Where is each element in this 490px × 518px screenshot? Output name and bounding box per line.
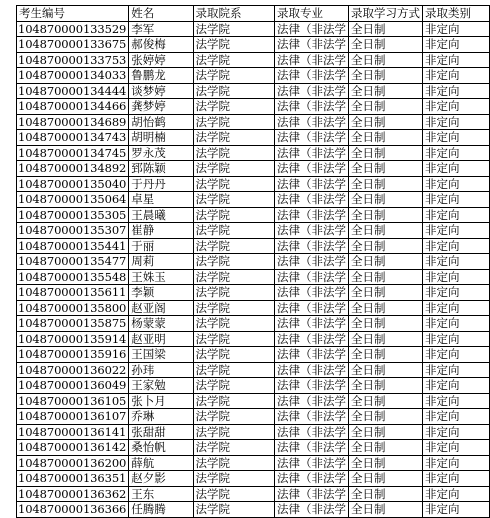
category-cell: 非定向 xyxy=(422,440,489,456)
exam-id-cell: 104870000133753 xyxy=(17,52,129,68)
major-cell: 法律（非法学 xyxy=(274,471,348,487)
category-cell: 非定向 xyxy=(422,130,489,146)
study-mode-cell: 全日制 xyxy=(348,176,422,192)
exam-id-cell: 104870000136200 xyxy=(17,455,129,471)
study-mode-cell: 全日制 xyxy=(348,192,422,208)
department-cell: 法学院 xyxy=(193,440,274,456)
department-cell: 法学院 xyxy=(193,52,274,68)
header-exam-id: 考生编号 xyxy=(17,6,129,22)
department-cell: 法学院 xyxy=(193,471,274,487)
exam-id-cell: 104870000134743 xyxy=(17,130,129,146)
table-row xyxy=(17,316,490,332)
category-cell: 非定向 xyxy=(422,68,489,84)
department-cell: 法学院 xyxy=(193,99,274,115)
exam-id-cell: 104870000133675 xyxy=(17,37,129,53)
category-cell: 非定向 xyxy=(422,114,489,130)
major-cell: 法律（非法学 xyxy=(274,331,348,347)
major-cell: 法律（非法学 xyxy=(274,176,348,192)
table-row xyxy=(17,161,490,177)
table-row xyxy=(17,440,490,456)
name-cell: 任腾腾 xyxy=(129,502,193,518)
table-row xyxy=(17,378,490,394)
category-cell: 非定向 xyxy=(422,486,489,502)
study-mode-cell: 全日制 xyxy=(348,52,422,68)
category-cell: 非定向 xyxy=(422,83,489,99)
name-cell: 孙玮 xyxy=(129,362,193,378)
exam-id-cell: 104870000135064 xyxy=(17,192,129,208)
name-cell: 赵亚阁 xyxy=(129,300,193,316)
category-cell: 非定向 xyxy=(422,161,489,177)
name-cell: 郅陈颖 xyxy=(129,161,193,177)
exam-id-cell: 104870000135916 xyxy=(17,347,129,363)
exam-id-cell: 104870000135800 xyxy=(17,300,129,316)
department-cell: 法学院 xyxy=(193,68,274,84)
name-cell: 王国梁 xyxy=(129,347,193,363)
name-cell: 桑怡帆 xyxy=(129,440,193,456)
department-cell: 法学院 xyxy=(193,300,274,316)
department-cell: 法学院 xyxy=(193,486,274,502)
category-cell: 非定向 xyxy=(422,37,489,53)
header-department: 录取院系 xyxy=(193,6,274,22)
name-cell: 李军 xyxy=(129,21,193,37)
study-mode-cell: 全日制 xyxy=(348,37,422,53)
major-cell: 法律（非法学 xyxy=(274,99,348,115)
department-cell: 法学院 xyxy=(193,37,274,53)
department-cell: 法学院 xyxy=(193,21,274,37)
study-mode-cell: 全日制 xyxy=(348,114,422,130)
table-row xyxy=(17,99,490,115)
header-row xyxy=(17,6,490,22)
table-body xyxy=(17,21,490,517)
department-cell: 法学院 xyxy=(193,409,274,425)
name-cell: 张婷婷 xyxy=(129,52,193,68)
table-row xyxy=(17,471,490,487)
category-cell: 非定向 xyxy=(422,471,489,487)
name-cell: 赵亚明 xyxy=(129,331,193,347)
table-row xyxy=(17,285,490,301)
study-mode-cell: 全日制 xyxy=(348,83,422,99)
study-mode-cell: 全日制 xyxy=(348,68,422,84)
study-mode-cell: 全日制 xyxy=(348,362,422,378)
name-cell: 鲁鹏龙 xyxy=(129,68,193,84)
exam-id-cell: 104870000136351 xyxy=(17,471,129,487)
name-cell: 周莉 xyxy=(129,254,193,270)
major-cell: 法律（非法学 xyxy=(274,52,348,68)
study-mode-cell: 全日制 xyxy=(348,378,422,394)
study-mode-cell: 全日制 xyxy=(348,393,422,409)
category-cell: 非定向 xyxy=(422,362,489,378)
study-mode-cell: 全日制 xyxy=(348,207,422,223)
major-cell: 法律（非法学 xyxy=(274,207,348,223)
category-cell: 非定向 xyxy=(422,269,489,285)
exam-id-cell: 104870000134892 xyxy=(17,161,129,177)
exam-id-cell: 104870000136022 xyxy=(17,362,129,378)
header-name: 姓名 xyxy=(129,6,193,22)
department-cell: 法学院 xyxy=(193,223,274,239)
study-mode-cell: 全日制 xyxy=(348,455,422,471)
name-cell: 李颖 xyxy=(129,285,193,301)
exam-id-cell: 104870000136105 xyxy=(17,393,129,409)
department-cell: 法学院 xyxy=(193,207,274,223)
major-cell: 法律（非法学 xyxy=(274,440,348,456)
exam-id-cell: 104870000136366 xyxy=(17,502,129,518)
category-cell: 非定向 xyxy=(422,316,489,332)
name-cell: 谈梦婷 xyxy=(129,83,193,99)
name-cell: 张卜月 xyxy=(129,393,193,409)
admission-table xyxy=(16,5,490,518)
study-mode-cell: 全日制 xyxy=(348,331,422,347)
name-cell: 张甜甜 xyxy=(129,424,193,440)
major-cell: 法律（非法学 xyxy=(274,347,348,363)
study-mode-cell: 全日制 xyxy=(348,285,422,301)
category-cell: 非定向 xyxy=(422,192,489,208)
exam-id-cell: 104870000136362 xyxy=(17,486,129,502)
exam-id-cell: 104870000135040 xyxy=(17,176,129,192)
name-cell: 赵夕影 xyxy=(129,471,193,487)
table-row xyxy=(17,486,490,502)
study-mode-cell: 全日制 xyxy=(348,21,422,37)
major-cell: 法律（非法学 xyxy=(274,409,348,425)
table-row xyxy=(17,424,490,440)
name-cell: 郝俊梅 xyxy=(129,37,193,53)
study-mode-cell: 全日制 xyxy=(348,99,422,115)
category-cell: 非定向 xyxy=(422,223,489,239)
category-cell: 非定向 xyxy=(422,238,489,254)
table-row xyxy=(17,207,490,223)
table-row xyxy=(17,37,490,53)
major-cell: 法律（非法学 xyxy=(274,130,348,146)
table-row xyxy=(17,130,490,146)
category-cell: 非定向 xyxy=(422,207,489,223)
major-cell: 法律（非法学 xyxy=(274,269,348,285)
name-cell: 杨蒙蒙 xyxy=(129,316,193,332)
category-cell: 非定向 xyxy=(422,409,489,425)
table-row xyxy=(17,409,490,425)
department-cell: 法学院 xyxy=(193,114,274,130)
category-cell: 非定向 xyxy=(422,285,489,301)
exam-id-cell: 104870000135477 xyxy=(17,254,129,270)
major-cell: 法律（非法学 xyxy=(274,378,348,394)
table-row xyxy=(17,176,490,192)
study-mode-cell: 全日制 xyxy=(348,502,422,518)
major-cell: 法律（非法学 xyxy=(274,238,348,254)
exam-id-cell: 104870000133529 xyxy=(17,21,129,37)
category-cell: 非定向 xyxy=(422,254,489,270)
major-cell: 法律（非法学 xyxy=(274,285,348,301)
name-cell: 胡明楠 xyxy=(129,130,193,146)
category-cell: 非定向 xyxy=(422,393,489,409)
name-cell: 胡怡鹤 xyxy=(129,114,193,130)
exam-id-cell: 104870000134444 xyxy=(17,83,129,99)
exam-id-cell: 104870000135611 xyxy=(17,285,129,301)
table-row xyxy=(17,68,490,84)
table-row xyxy=(17,145,490,161)
category-cell: 非定向 xyxy=(422,99,489,115)
study-mode-cell: 全日制 xyxy=(348,161,422,177)
name-cell: 王家勉 xyxy=(129,378,193,394)
major-cell: 法律（非法学 xyxy=(274,223,348,239)
study-mode-cell: 全日制 xyxy=(348,254,422,270)
exam-id-cell: 104870000136142 xyxy=(17,440,129,456)
department-cell: 法学院 xyxy=(193,424,274,440)
category-cell: 非定向 xyxy=(422,347,489,363)
major-cell: 法律（非法学 xyxy=(274,161,348,177)
major-cell: 法律（非法学 xyxy=(274,486,348,502)
major-cell: 法律（非法学 xyxy=(274,68,348,84)
major-cell: 法律（非法学 xyxy=(274,37,348,53)
table-row xyxy=(17,331,490,347)
department-cell: 法学院 xyxy=(193,238,274,254)
department-cell: 法学院 xyxy=(193,378,274,394)
department-cell: 法学院 xyxy=(193,145,274,161)
department-cell: 法学院 xyxy=(193,285,274,301)
table-row xyxy=(17,362,490,378)
department-cell: 法学院 xyxy=(193,455,274,471)
name-cell: 乔琳 xyxy=(129,409,193,425)
header-study-mode: 录取学习方式 xyxy=(348,6,422,22)
study-mode-cell: 全日制 xyxy=(348,347,422,363)
name-cell: 崔静 xyxy=(129,223,193,239)
department-cell: 法学院 xyxy=(193,393,274,409)
exam-id-cell: 104870000134033 xyxy=(17,68,129,84)
name-cell: 卓星 xyxy=(129,192,193,208)
major-cell: 法律（非法学 xyxy=(274,21,348,37)
department-cell: 法学院 xyxy=(193,254,274,270)
study-mode-cell: 全日制 xyxy=(348,440,422,456)
table-row xyxy=(17,21,490,37)
table-row xyxy=(17,347,490,363)
category-cell: 非定向 xyxy=(422,145,489,161)
department-cell: 法学院 xyxy=(193,192,274,208)
study-mode-cell: 全日制 xyxy=(348,269,422,285)
exam-id-cell: 104870000136049 xyxy=(17,378,129,394)
exam-id-cell: 104870000135305 xyxy=(17,207,129,223)
department-cell: 法学院 xyxy=(193,362,274,378)
category-cell: 非定向 xyxy=(422,176,489,192)
major-cell: 法律（非法学 xyxy=(274,424,348,440)
table-row xyxy=(17,52,490,68)
exam-id-cell: 104870000136141 xyxy=(17,424,129,440)
table-row xyxy=(17,269,490,285)
major-cell: 法律（非法学 xyxy=(274,393,348,409)
major-cell: 法律（非法学 xyxy=(274,254,348,270)
table-row xyxy=(17,393,490,409)
name-cell: 王东 xyxy=(129,486,193,502)
category-cell: 非定向 xyxy=(422,21,489,37)
exam-id-cell: 104870000135914 xyxy=(17,331,129,347)
major-cell: 法律（非法学 xyxy=(274,502,348,518)
name-cell: 于丽 xyxy=(129,238,193,254)
table-row xyxy=(17,238,490,254)
department-cell: 法学院 xyxy=(193,269,274,285)
exam-id-cell: 104870000134745 xyxy=(17,145,129,161)
department-cell: 法学院 xyxy=(193,347,274,363)
category-cell: 非定向 xyxy=(422,424,489,440)
major-cell: 法律（非法学 xyxy=(274,316,348,332)
category-cell: 非定向 xyxy=(422,52,489,68)
department-cell: 法学院 xyxy=(193,316,274,332)
exam-id-cell: 104870000135548 xyxy=(17,269,129,285)
study-mode-cell: 全日制 xyxy=(348,424,422,440)
department-cell: 法学院 xyxy=(193,502,274,518)
department-cell: 法学院 xyxy=(193,130,274,146)
category-cell: 非定向 xyxy=(422,455,489,471)
header-major: 录取专业 xyxy=(274,6,348,22)
category-cell: 非定向 xyxy=(422,378,489,394)
study-mode-cell: 全日制 xyxy=(348,223,422,239)
exam-id-cell: 104870000134466 xyxy=(17,99,129,115)
major-cell: 法律（非法学 xyxy=(274,114,348,130)
table-row xyxy=(17,223,490,239)
major-cell: 法律（非法学 xyxy=(274,145,348,161)
exam-id-cell: 104870000136107 xyxy=(17,409,129,425)
table-row xyxy=(17,455,490,471)
category-cell: 非定向 xyxy=(422,502,489,518)
name-cell: 王晨曦 xyxy=(129,207,193,223)
major-cell: 法律（非法学 xyxy=(274,192,348,208)
name-cell: 龚梦婷 xyxy=(129,99,193,115)
table-row xyxy=(17,83,490,99)
name-cell: 罗永茂 xyxy=(129,145,193,161)
table-row xyxy=(17,192,490,208)
exam-id-cell: 104870000134689 xyxy=(17,114,129,130)
department-cell: 法学院 xyxy=(193,176,274,192)
study-mode-cell: 全日制 xyxy=(348,130,422,146)
name-cell: 薛航 xyxy=(129,455,193,471)
study-mode-cell: 全日制 xyxy=(348,238,422,254)
major-cell: 法律（非法学 xyxy=(274,83,348,99)
table-row xyxy=(17,114,490,130)
table-row xyxy=(17,254,490,270)
study-mode-cell: 全日制 xyxy=(348,486,422,502)
category-cell: 非定向 xyxy=(422,331,489,347)
study-mode-cell: 全日制 xyxy=(348,316,422,332)
header-category: 录取类别 xyxy=(422,6,489,22)
major-cell: 法律（非法学 xyxy=(274,362,348,378)
major-cell: 法律（非法学 xyxy=(274,455,348,471)
exam-id-cell: 104870000135875 xyxy=(17,316,129,332)
name-cell: 于丹丹 xyxy=(129,176,193,192)
category-cell: 非定向 xyxy=(422,300,489,316)
department-cell: 法学院 xyxy=(193,83,274,99)
department-cell: 法学院 xyxy=(193,331,274,347)
exam-id-cell: 104870000135307 xyxy=(17,223,129,239)
exam-id-cell: 104870000135441 xyxy=(17,238,129,254)
department-cell: 法学院 xyxy=(193,161,274,177)
name-cell: 王姝玉 xyxy=(129,269,193,285)
table-row xyxy=(17,300,490,316)
study-mode-cell: 全日制 xyxy=(348,145,422,161)
study-mode-cell: 全日制 xyxy=(348,409,422,425)
study-mode-cell: 全日制 xyxy=(348,471,422,487)
major-cell: 法律（非法学 xyxy=(274,300,348,316)
study-mode-cell: 全日制 xyxy=(348,300,422,316)
